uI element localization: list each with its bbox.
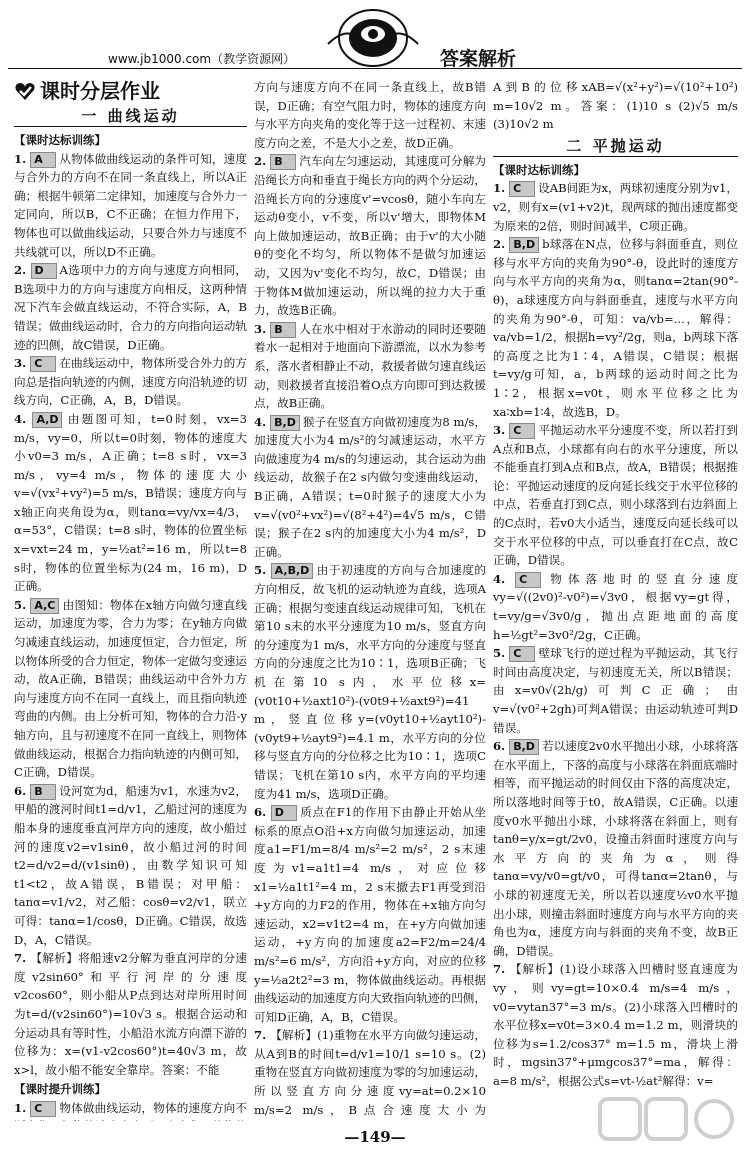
answer-badge: C (509, 423, 535, 439)
answer-item (14, 949, 247, 1079)
answer-badge: A,D (32, 412, 62, 428)
question-number: 2. (14, 263, 31, 278)
question-number: 1. (493, 181, 510, 196)
answer-badge: C (515, 572, 541, 588)
answer-text: 壁球飞行的逆过程为平抛运动，其飞行时间由高度决定，与初速度无关，所以B错误；由x=v0√(2h/g)可判C正确；由v=√(v0²+2gh)可判A错误；由运动轨迹可判D错误。 (493, 646, 738, 735)
answer-text: A选项中力的方向与速度方向相同，B选项中力的方向与速度方向相反，这两种情况下汽车会做直线运动，不符合实际，A，B错误；做曲线运动时，合力的方向指向运动轨迹的凹侧，故C错误，D正确。 (14, 263, 247, 352)
homework-banner (14, 78, 247, 104)
section-label-basic-2: 【课时达标训练】 (493, 162, 585, 177)
question-number: 3. (254, 321, 271, 336)
question-number: 4. (14, 411, 33, 426)
question-number: 4. (493, 571, 516, 586)
column-1 (14, 78, 247, 1121)
answer-item (493, 737, 738, 960)
answer-item (14, 782, 247, 949)
chapter-heading-1: 一 曲线运动 (14, 106, 247, 127)
answer-item (254, 1026, 486, 1121)
answer-item (14, 261, 247, 354)
answer-badge: B,D (270, 415, 300, 431)
answer-item (14, 150, 247, 262)
answer-badge: C (30, 1101, 56, 1117)
answer-badge: A (30, 152, 56, 168)
answer-text: 【解析】将船速v2分解为垂直河岸的分速度v2sin60°和平行河岸的分速度v2cos60°，则小船从P点到达对岸所用时间为t=d/(v2sin60°)=10√3 s。根据合运动和分运动具有等时性，小船沿水流方向漂下游的位移为：x=(v1-v2cos60°)t=40√3 m，故x>l，故小船不能安全靠岸。答案：不能 (14, 951, 247, 1077)
column-2 (254, 78, 486, 1121)
answer-text: 平抛运动水平分速度不变，所以若打到A点和B点，小球都有向右的水平分速度，所以不能垂直打到A点和B点，故A，B错误；根据推论：平抛运动速度的反向延长线交于水平位移的中点，若垂直打到C点，则小球落到右边斜面上的C点时，若v0大小适当，速度反向延长线可以交于水平位移的中点，可以垂直打在C点，故C正确，D错误。 (493, 423, 738, 568)
site-url: www.jb1000.com（教学资源网） (108, 52, 296, 66)
answer-badge: C (509, 181, 535, 197)
answer-badge: B,D (509, 237, 539, 253)
question-number: 6. (254, 805, 271, 820)
answer-text: 人在水中相对于水游动的同时还要随着水一起相对于地面向下游漂流，以水为参考系，落水者相静止不动，救援者做匀速直线运动，则救援者直接沿着O点方向即可到达救援点，故B正确。 (254, 321, 486, 411)
answer-text: 由于初速度的方向与合加速度的方向相反，故飞机的运动轨迹为直线，选项A正确；根据匀变速直线运动规律可知，飞机在第10 s末的水平分速度为10 m/s，竖直方向的分速度为1 m/s，水平方向的分速度与竖直方向的分速度之比为10∶1，选项B正确；飞机在第10 s内，水平位移x=(v0t10+½axt10²)-(v0t9+½axt9²)=41 m，竖直位移y=(v0yt10+½ayt10²)-(v0yt9+½ayt9²)=4.1 m，水平方向的分位移与竖直方向的分位移之比为10∶1，选项C错误；飞机在第10 s内，水平方向的平均速度为41 m/s，选项D正确。 (254, 563, 486, 801)
answer-badge: D (31, 263, 57, 279)
column-3 (493, 78, 738, 1121)
question-number: 1. (14, 151, 31, 166)
question-number: 3. (493, 423, 510, 438)
col3-answer-list-top (493, 78, 738, 134)
section-label-advanced: 【课时提升训练】 (14, 1082, 106, 1097)
answer-item (14, 1099, 247, 1121)
answer-text: 在曲线运动中，物体所受合外力的方向总是指向轨迹的内侧，速度方向沿轨迹的切线方向，C正确，A，B，D错误。 (14, 356, 247, 408)
question-number: 7. (254, 1028, 271, 1043)
answer-text: 从物体做曲线运动的条件可知，速度与合外力的方向不在同一条直线上，所以A正确；根据牛顿第二定律知，加速度与合外力一定同向，所以B，C不正确；在恒力作用下，物体也可以做曲线运动，只要合外力与速度不共线就可以，所以D不正确。 (14, 151, 247, 259)
chapter-heading-2: 二 平抛运动 (493, 136, 738, 157)
question-number: 1. (14, 1100, 31, 1115)
answer-item (254, 413, 486, 562)
answer-item (14, 410, 247, 596)
answer-text: 方向与速度方向不在同一条直线上，故B错误，D正确；有空气阻力时，物体的速度方向与水平方向夹角的变化等于这一过程初、末速度方向之差，不是大小之差，故D正确。 (254, 80, 486, 150)
question-number: 5. (14, 597, 31, 612)
question-number: 7. (14, 951, 31, 966)
answer-item (14, 596, 247, 782)
answer-text: 猴子在竖直方向做初速度为8 m/s，加速度大小为4 m/s²的匀减速运动，水平方向做速度为4 m/s的匀速运动，其合运动为曲线运动，故猴子在2 s内做匀变速曲线运动，B正确，A错误；t=0时猴子的速度大小为v=√(v0²+vx²)=√(8²+4²)=4√5 m/s，C错误；猴子在2 s内的加速度大小为4 m/s²，D正确。 (254, 414, 486, 559)
answer-text: 物体落地时的竖直分速度vy=√((2v0)²-v0²)=√3v0，根据vy=gt得，t=vy/g=√3v0/g，抛出点距地面的高度h=½gt²=3v0²/2g，C正确。 (493, 571, 738, 642)
banner-title: 课时分层作业 (40, 79, 160, 103)
answer-item (493, 78, 738, 134)
col2-answer-list (254, 78, 486, 1121)
answer-badge: B (270, 154, 296, 170)
watermark-logo-icon (596, 1093, 736, 1149)
answer-item (493, 570, 738, 644)
answer-text: 【解析】(1)重物在水平方向做匀速运动，从A到B的时间t=d/v1=10/1 s=10 s。(2)重物在竖直方向做初速度为零的匀加速运动，所以竖直方向分速度vy=at=0.2×10 m/s=2 m/s，B点合速度大小为 (254, 1028, 486, 1117)
answer-item (493, 179, 738, 235)
answer-text: b球落在N点，位移与斜面垂直，则位移与水平方向的夹角为90°-θ，设此时的速度方向与水平方向的夹角为α，则tanα=2tan(90°-θ)，a球速度方向与斜面垂直，速度与水平方向的夹角为90°-θ，可知：va/vb=...，解得：va/vb=1/2，根据h=vy²/2g，则a，b两球下落的高度之比为1∶4，A错误，C错误；根据t=vy/g可知，a，b两球的运动时间之比为1∶2，根据x=v0t，则水平位移之比为xa∶xb=1∶4，故选B，D。 (493, 237, 738, 419)
answer-item (493, 960, 738, 1090)
answer-text: 设河宽为d，船速为v1，水速为v2，甲船的渡河时间t1=d/v1，乙船过河的速度为船本身的速度垂直河岸方向的速度，故小船过河的速度v2=v1sinθ，故小船过河的时间t2=d/v2=d/(v1sinθ)，由数学知识可知t1<t2，故A错误，B错误；对甲船：tanα=v1/v2，对乙船：cosθ=v2/v1，联立可得：tanα=1/cosθ，D正确。C错误，故选D，A，C错误。 (14, 783, 247, 947)
answer-badge: B,D (509, 739, 539, 755)
answer-badge: C (509, 646, 535, 662)
answer-badge: C (30, 356, 56, 372)
answer-badge: B (30, 784, 56, 800)
question-number: 6. (14, 783, 31, 798)
answer-badge: A,C (30, 598, 59, 614)
answer-item (14, 354, 247, 410)
answer-text: 由题图可知，t=0时刻，vx=3 m/s，vy=0，所以t=0时刻，物体的速度大小v0=3 m/s，A正确；t=8 s时，vx=3 m/s，vy=4 m/s，物体的速度大小v=√(vx²+vy²)=5 m/s，B错误；速度方向与x轴正向夹角设为α，则tanα=vy/vx=4/3，α=53°，C错误；t=8 s时，物体的位置坐标x=vxt=24 m，y=½at²=16 m，所以t=8 s时，物体的位置坐标为(24 m，16 m)，D正确。 (14, 411, 247, 594)
section-label-basic: 【课时达标训练】 (14, 133, 106, 147)
answer-item (254, 561, 486, 803)
answer-text: 汽车向左匀速运动，其速度可分解为沿绳长方向和垂直于绳长方向的两个分运动，沿绳长方向的分速度v'=vcosθ，随小车向左运动θ变小，v不变，所以v'增大，即物体M向上做加速运动，故B正确；由于v'的大小随θ的变化不均匀，所以物体不是做匀加速运动，又因为v'变化不均匀，故C，D错误；由于物体M做加速运动，所以绳的拉力大于重力，故选B正确。 (254, 154, 486, 318)
question-number: 2. (493, 237, 510, 252)
answer-text: 设AB间距为x，两球初速度分别为v1，v2，则有x=(v1+v2)t，现两球的抛出速度都变为原来的2倍，则时间减半，C项正确。 (493, 181, 738, 233)
publisher-logo-icon (318, 4, 428, 72)
header-divider (8, 68, 742, 69)
answer-text: 质点在F1的作用下由静止开始从坐标系的原点O沿+x方向做匀加速运动，加速度a1=F1/m=8/4 m/s²=2 m/s²，2 s末速度为v1=a1t1=4 m/s，对应位移x1=½a1t1²=4 m，2 s末撤去F1再受到沿+y方向的力F2的作用，物体在+x轴方向匀速运动，x2=v1t2=4 m，在+y方向做加速运动，+y方向的加速度a2=F2/m=24/4 m/s²=6 m/s²，方向沿+y方向，对应的位移y=½a2t2²=3 m，物体做曲线运动。再根据曲线运动的加速度方向大致指向轨迹的凹侧，可知D正确，A，B，C错误。 (254, 805, 486, 1024)
section-title: 答案解析 (440, 48, 517, 70)
page-number: —149— (344, 1128, 406, 1146)
col1-answer-list (14, 150, 247, 1121)
question-number: 7. (493, 962, 510, 977)
question-number: 6. (493, 739, 510, 754)
page-header (0, 0, 750, 70)
answer-text: 若以速度2v0水平抛出小球，小球将落在水平面上，下落的高度与小球落在斜面底端时相等，而平抛运动的时间仅由下落的高度决定，所以落地时间等于t0，故A错误，C正确。以速度v0水平抛出小球，小球将落在斜面上，则有tanθ=y/x=gt/2v0，设撞击斜面时速度方向与水平方向的夹角为α，则得tanα=vy/v0=gt/v0，可得tanα=2tanθ，与小球的初速度无关，所以若以速度½v0水平抛出小球，则撞击斜面时速度方向与水平方向的夹角也为α，速度方向与斜面的夹角不变，故B正确，D错误。 (493, 739, 738, 958)
answer-item (493, 421, 738, 570)
answer-text: 由图知：物体在x轴方向做匀速直线运动，加速度为零，合力为零；在y轴方向做匀减速直线运动，加速度恒定，合力恒定，所以物体所受的合力恒定，物体一定做匀变速运动，故A正确，B错误；曲线运动中合外力方向与速度方向不在同一直线上，而且指向轨迹弯曲的内侧。由上分析可知，物体的合力沿-y轴方向，且与初速度不在同一直线上，则物体做曲线运动，根据合力指向轨迹的内侧可知，C正确，D错误。 (14, 597, 247, 780)
answer-item (254, 152, 486, 319)
answer-badge: D (271, 805, 297, 821)
col3-answer-list (493, 179, 738, 1090)
answer-item (493, 235, 738, 421)
question-number: 2. (254, 154, 271, 169)
answer-item (493, 644, 738, 737)
answer-item (254, 320, 486, 413)
question-number: 4. (254, 414, 271, 429)
question-number: 3. (14, 356, 31, 371)
question-number: 5. (493, 646, 510, 661)
answer-item (254, 78, 486, 152)
question-number: 5. (254, 563, 271, 578)
answer-badge: A,B,D (271, 563, 314, 579)
checkmark-heart-icon (14, 80, 36, 102)
answer-text: 【解析】(1)设小球落入凹槽时竖直速度为vy，则vy=gt=10×0.4 m/s=4 m/s，v0=vytan37°=3 m/s。(2)小球落入凹槽时的水平位移x=v0t=3×0.4 m=1.2 m，则滑块的位移为s=1.2/cos37° m=1.5 m，滑块上滑时，mgsin37°+μmgcos37°=ma，解得：a=8 m/s²，根据公式s=vt-½at²解得：v= (493, 962, 738, 1088)
answer-item (254, 803, 486, 1026)
answer-text: 物体做曲线运动，物体的速度方向不 (59, 1100, 247, 1115)
answer-badge: B (270, 322, 296, 338)
answer-text: A到B的位移xAB=√(x²+y²)=√(10²+10²) m=10√2 m。答案：(1)10 s (2)√5 m/s (3)10√2 m (493, 80, 738, 132)
